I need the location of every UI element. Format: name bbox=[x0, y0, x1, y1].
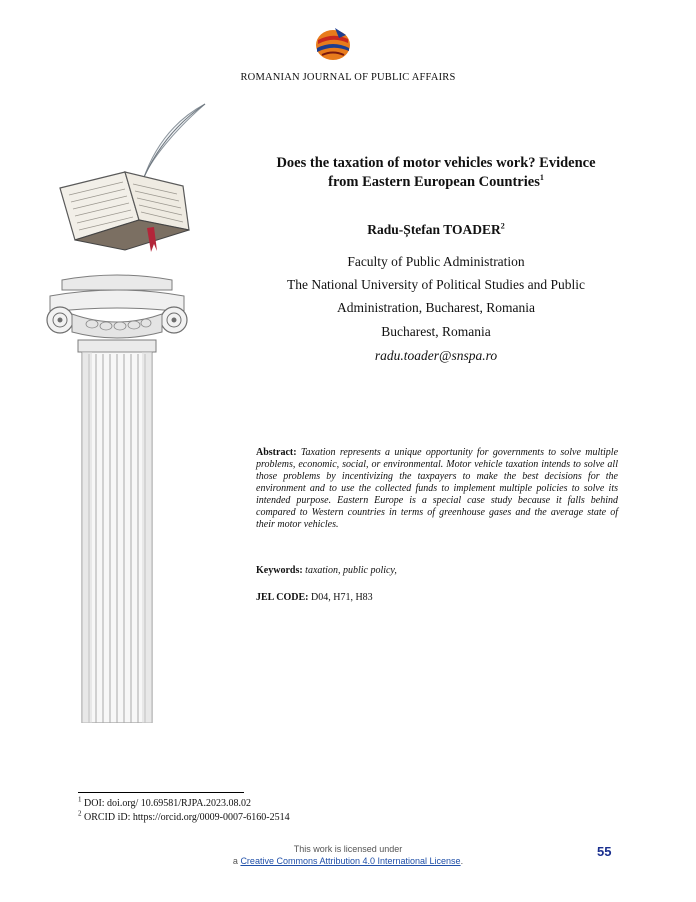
license-line-1: This work is licensed under bbox=[293, 844, 403, 854]
abstract-label: Abstract: bbox=[256, 447, 297, 458]
affiliation-faculty: Faculty of Public Administration bbox=[347, 254, 525, 269]
title-line-2-text: from Eastern European Countries bbox=[328, 174, 540, 190]
title-footnote-mark[interactable]: 1 bbox=[539, 173, 544, 183]
license-line-2 bbox=[200, 855, 496, 867]
affiliation-city: Bucharest, Romania bbox=[381, 324, 491, 339]
title-line-2 bbox=[248, 173, 624, 192]
footnote-mark: 2 bbox=[78, 809, 82, 818]
title-line-1: Does the taxation of motor vehicles work? Evidence bbox=[276, 155, 596, 171]
article-title bbox=[248, 154, 624, 192]
license-prefix: a bbox=[232, 856, 238, 866]
journal-name: ROMANIAN JOURNAL OF PUBLIC AFFAIRS bbox=[240, 72, 456, 83]
ionic-column-illustration bbox=[44, 268, 190, 723]
footnote-text[interactable]: ORCID iD: https://orcid.org/0009-0007-6160-2514 bbox=[84, 812, 290, 823]
author-email[interactable]: radu.toader@snspa.ro bbox=[374, 348, 498, 363]
keywords bbox=[256, 565, 397, 576]
affiliation-university-line-1: The National University of Political Studies and Public bbox=[286, 277, 586, 292]
abstract-text: Taxation represents a unique opportunity for governments to solve multiple problems, economic, social, or environmental. Motor vehicle taxation intends to solve all those problems by incentivizing the taxpayers to make the best decisions for the environment and to use the collected funds to implement multiple policies to solve its intended purpose. Eastern Europe is a special case study because it falls behind compared to Western countries in terms of greenhouse gases and the average state of their motor vehicles. bbox=[256, 447, 619, 530]
footnote-orcid bbox=[78, 809, 290, 823]
affiliation-university-line-2: Administration, Bucharest, Romania bbox=[337, 300, 535, 315]
license-suffix: . bbox=[460, 856, 464, 866]
license-link[interactable]: Creative Commons Attribution 4.0 International License bbox=[240, 856, 461, 866]
author-name-text: Radu-Ștefan TOADER bbox=[367, 222, 501, 237]
footnote-doi bbox=[78, 795, 251, 809]
page-number: 55 bbox=[597, 844, 612, 859]
abstract bbox=[256, 447, 618, 531]
journal-logo-icon bbox=[313, 26, 353, 62]
license-notice bbox=[200, 843, 496, 867]
jel-code bbox=[256, 592, 373, 603]
jel-text: D04, H71, H83 bbox=[311, 592, 373, 603]
footnote-divider bbox=[78, 792, 244, 793]
keywords-text: taxation, public policy, bbox=[305, 565, 397, 576]
author-name bbox=[248, 222, 624, 238]
keywords-label: Keywords: bbox=[256, 565, 303, 576]
footnote-text[interactable]: DOI: doi.org/ 10.69581/RJPA.2023.08.02 bbox=[84, 798, 251, 809]
book-quill-illustration bbox=[55, 100, 215, 255]
jel-label: JEL CODE: bbox=[256, 592, 309, 603]
footnote-mark: 1 bbox=[78, 795, 82, 804]
author-footnote-mark[interactable]: 2 bbox=[500, 221, 505, 231]
